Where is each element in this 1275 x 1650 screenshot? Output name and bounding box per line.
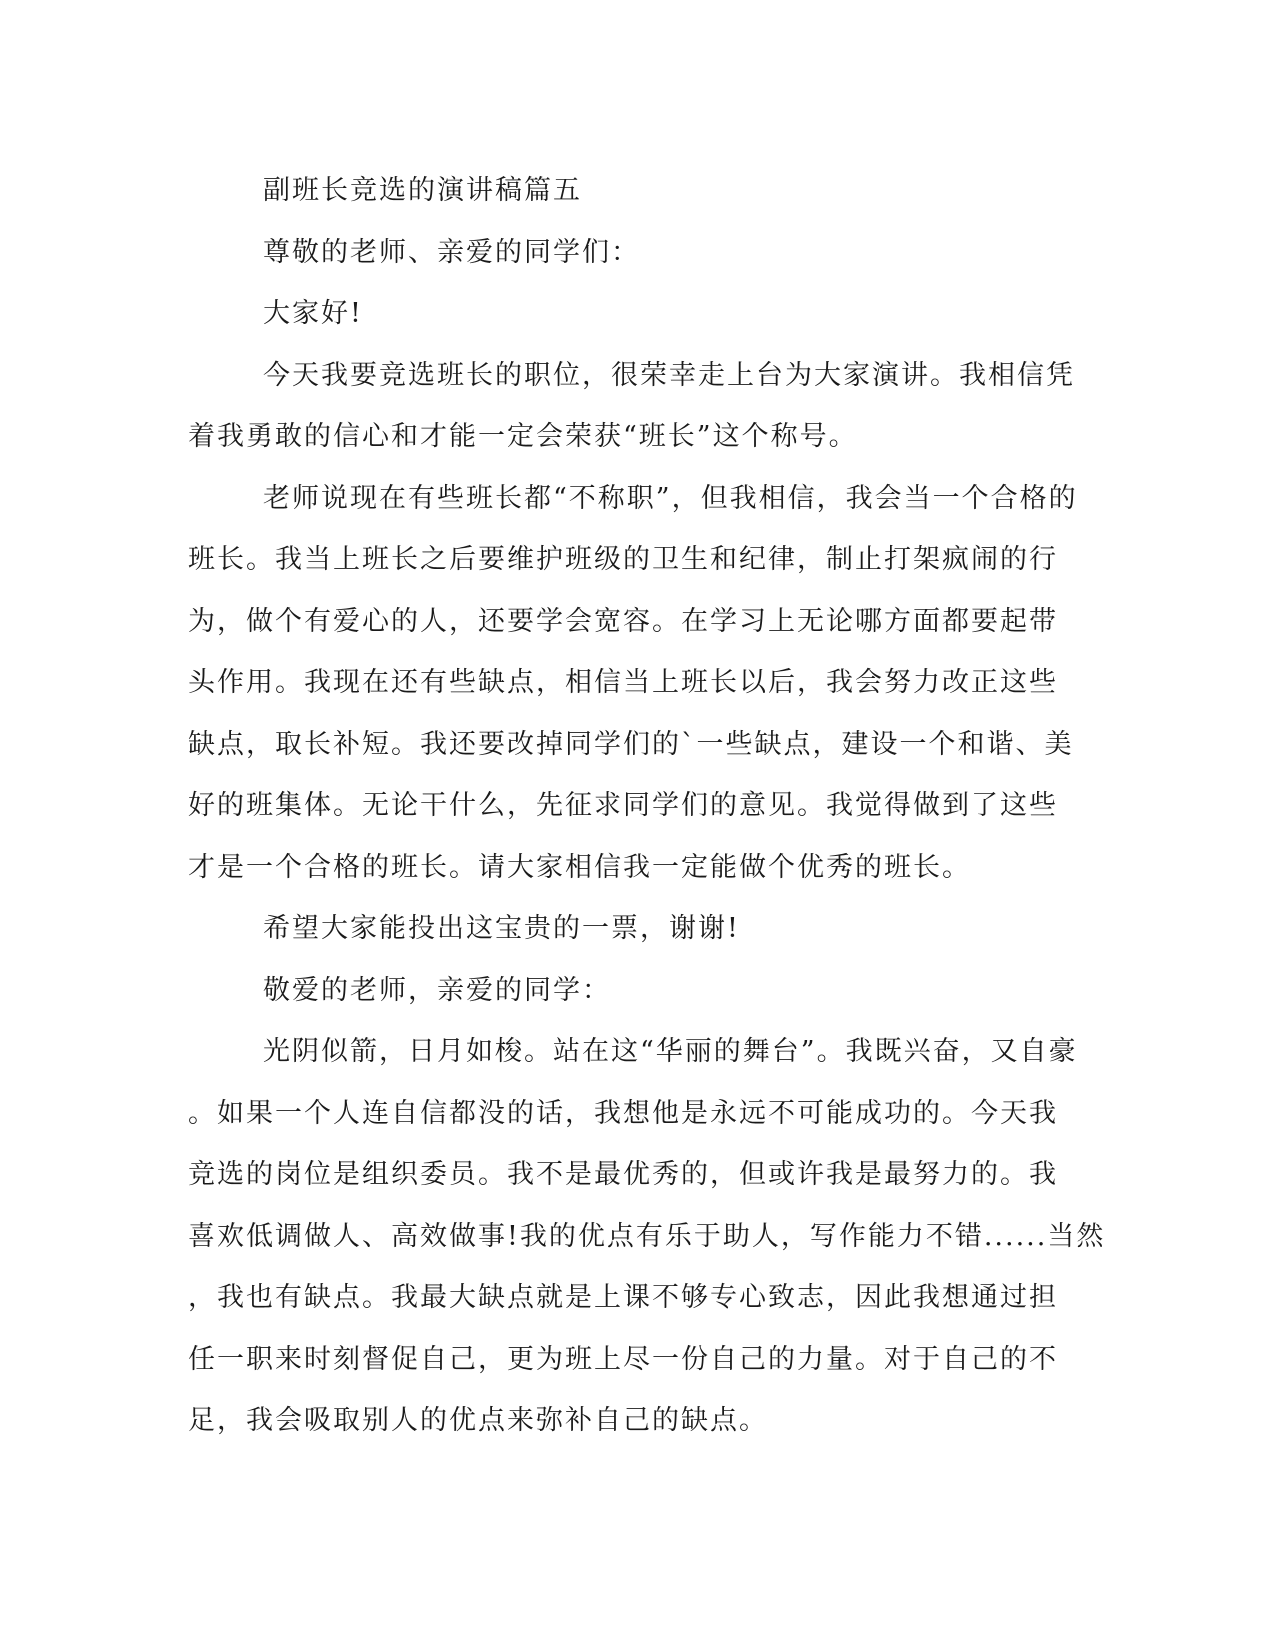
text-line: 敬爱的老师，亲爱的同学： xyxy=(263,974,611,1006)
text-line: 希望大家能投出这宝贵的一票，谢谢! xyxy=(263,913,740,944)
text-line: 缺点，取长补短。我还要改掉同学们的`一些缺点，建设一个和谐、美 xyxy=(188,728,1074,760)
text-line: ，我也有缺点。我最大缺点就是上课不够专心致志，因此我想通过担 xyxy=(188,1282,1058,1313)
text-line: 大家好! xyxy=(263,298,363,329)
text-line: 喜欢低调做人、高效做事!我的优点有乐于助人，写作能力不错......当然 xyxy=(188,1220,1106,1252)
text-line: 班长。我当上班长之后要维护班级的卫生和纪律，制止打架疯闹的行 xyxy=(188,544,1058,575)
text-line: 老师说现在有些班长都“不称职”，但我相信，我会当一个合格的 xyxy=(263,482,1078,514)
text-line: 任一职来时刻督促自己，更为班上尽一份自己的力量。对于自己的不 xyxy=(188,1343,1058,1375)
text-line: 副班长竞选的演讲稿篇五 xyxy=(263,175,582,206)
text-line: 竞选的岗位是组织委员。我不是最优秀的，但或许我是最努力的。我 xyxy=(188,1159,1058,1190)
paragraph-second-speech xyxy=(188,1021,1106,1452)
paragraph-intro xyxy=(188,345,1088,468)
closing-line xyxy=(188,898,1088,960)
text-line: 尊敬的老师、亲爱的同学们： xyxy=(263,236,640,268)
greeting xyxy=(188,283,1088,345)
paragraph-body xyxy=(188,468,1088,899)
text-line: 为，做个有爱心的人，还要学会宽容。在学习上无论哪方面都要起带 xyxy=(188,605,1058,637)
text-line: 着我勇敢的信心和才能一定会荣获“班长”这个称号。 xyxy=(188,421,858,452)
text-line: 足，我会吸取别人的优点来弥补自己的缺点。 xyxy=(188,1405,768,1436)
text-line: 好的班集体。无论干什么，先征求同学们的意见。我觉得做到了这些 xyxy=(188,790,1058,821)
salutation xyxy=(188,222,1088,284)
text-line: 。如果一个人连自信都没的话，我想他是永远不可能成功的。今天我 xyxy=(188,1097,1058,1129)
text-line: 才是一个合格的班长。请大家相信我一定能做个优秀的班长。 xyxy=(188,851,971,883)
salutation-second xyxy=(188,960,1088,1022)
text-line: 光阴似箭，日月如梭。站在这“华丽的舞台”。我既兴奋，又自豪 xyxy=(263,1036,1078,1067)
document-body xyxy=(188,160,1106,1452)
text-line: 头作用。我现在还有些缺点，相信当上班长以后，我会努力改正这些 xyxy=(188,667,1058,698)
section-title xyxy=(188,160,1088,222)
text-line: 今天我要竞选班长的职位，很荣幸走上台为大家演讲。我相信凭 xyxy=(263,359,1075,391)
